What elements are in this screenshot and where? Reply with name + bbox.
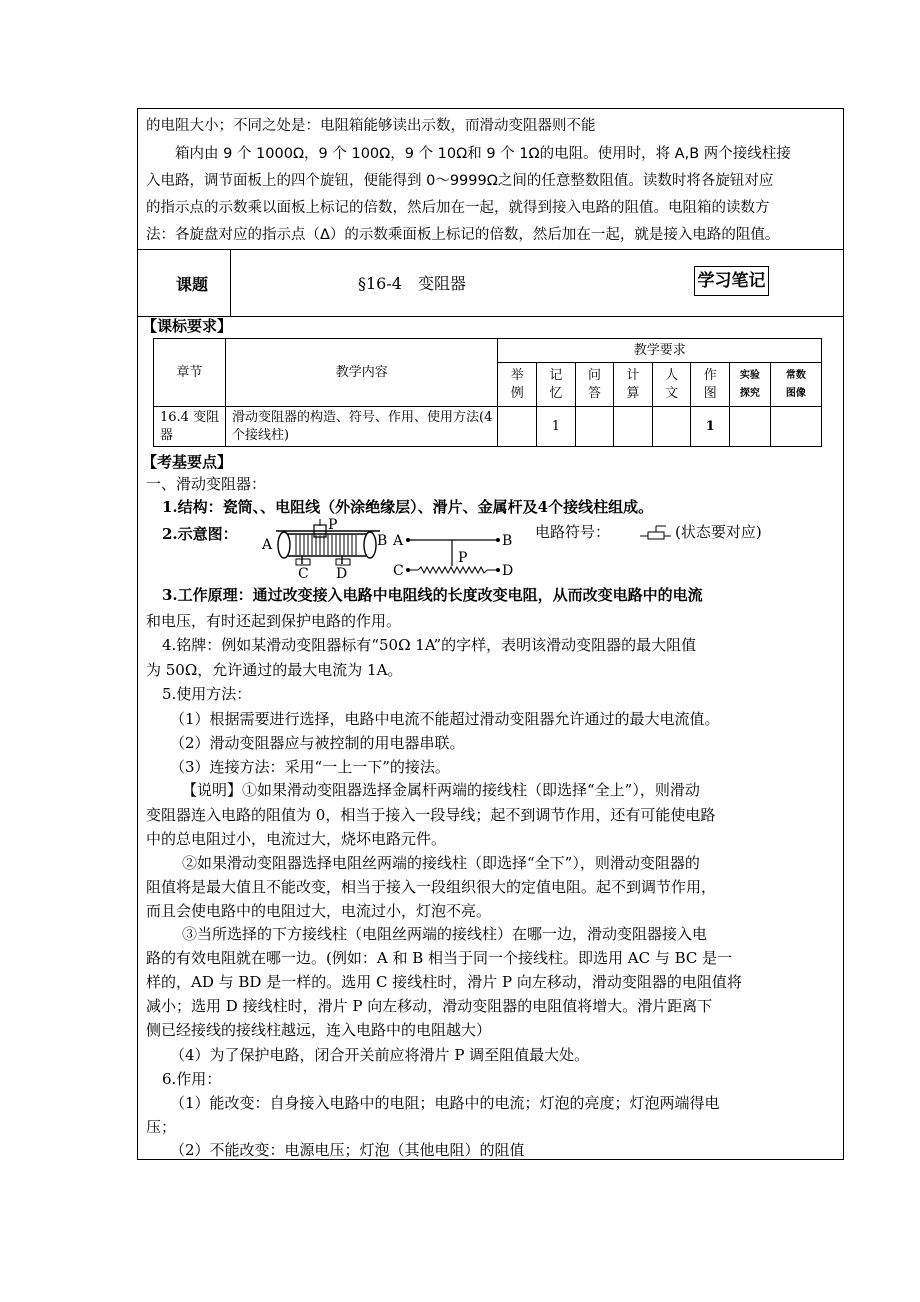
key-points-heading: 【考基要点】: [142, 453, 233, 471]
top-para-line: 的指示点的示数乘以面板上标记的倍数，然后加在一起，就得到接入电路的阻值。电阻箱的读数方: [146, 200, 770, 216]
subcol-memory: 记 忆: [537, 363, 576, 407]
note-line: 路的有效电阻就在哪一边。(例如：A 和 B 相当于同一个接线柱。即选用 AC 与 BC 是一: [146, 949, 733, 967]
effect-line: 压；: [146, 1118, 177, 1136]
nameplate-line: 4.铭牌：例如某滑动变阻器标有“50Ω 1A”的字样，表明该滑动变阻器的最大阻值: [162, 636, 697, 654]
row-mark: [770, 407, 821, 447]
row-mark: [652, 407, 691, 447]
subcol-calc: 计 算: [614, 363, 653, 407]
principle-text: 3.工作原理：通过改变接入电路中电阻线的长度改变电阻，从而改变电路中的电流: [162, 586, 703, 604]
rheostat-symbol-icon: [640, 523, 672, 541]
label-p: P: [328, 517, 338, 533]
symbol-label: 电路符号：: [535, 523, 611, 541]
note-line: 样的，AD 与 BD 是一样的。选用 C 接线柱时，滑片 P 向左移动，滑动变阻器的电阻值将: [146, 973, 742, 991]
schematic-node-b: [496, 538, 500, 542]
effect-line: （1）能改变：自身接入电路中的电阻；电路中的电流；灯泡的亮度；灯泡两端得电: [170, 1094, 720, 1112]
schematic-label-c: C: [393, 563, 404, 579]
subcol-example: 举 例: [498, 363, 537, 407]
col-content: 教学内容: [226, 339, 498, 407]
effect-line: （2）不能改变：电源电压；灯泡（其他电阻）的阻值: [170, 1141, 525, 1159]
effect-title: 6.作用：: [162, 1070, 222, 1088]
subcol-humanities: 人 文: [652, 363, 691, 407]
principle-line: [162, 582, 703, 608]
left-cap: [278, 532, 290, 558]
usage-item: （4）为了保护电路，闭合开关前应将滑片 P 调至阻值最大处。: [170, 1046, 590, 1064]
topic-label: 课题: [176, 275, 209, 294]
principle-line: 和电压，有时还起到保护电路的作用。: [146, 612, 402, 630]
note-line: 【说明】①如果滑动变阻器选择金属杆两端的接线柱（即选择“全上”），则滑动: [182, 781, 700, 799]
schematic-label-b: B: [502, 533, 513, 549]
structure-line: 1.结构：瓷筒、、电阻线（外涂绝缘层）、滑片、金属杆及4个接线柱组成。: [162, 498, 654, 516]
col-group: 教学要求: [498, 339, 822, 363]
row-mark: [575, 407, 614, 447]
symbol-note: (状态要对应): [675, 523, 762, 541]
note-line: 侧已经接线的接线柱越远，连入电路中的电阻越大）: [146, 1021, 492, 1039]
subcol-qa: 问 答: [575, 363, 614, 407]
subcol-drawing: 作 图: [691, 363, 730, 407]
note-line: 减小；选用 D 接线柱时，滑片 P 向左移动，滑动变阻器的电阻值将增大。滑片距离下: [146, 997, 713, 1015]
requirements-table: [153, 338, 822, 447]
top-para-line: 箱内由 9 个 1000Ω，9 个 100Ω，9 个 10Ω和 9 个 1Ω的电阻。使用时，将 A,B 两个接线柱接: [175, 146, 791, 162]
top-para-line: 入电路，调节面板上的四个旋钮，便能得到 0～9999Ω之间的任意整数阻值。读数时将各旋钮对应: [146, 173, 774, 189]
note-line: 而且会使电路中的电阻过大，电流过小，灯泡不亮。: [146, 902, 492, 920]
section-title: 一、滑动变阻器：: [146, 475, 267, 493]
resistance-coil: [296, 535, 356, 555]
schematic-resistor: [408, 567, 498, 573]
requirements-heading: 【课标要求】: [142, 317, 233, 335]
note-line: ③当所选择的下方接线柱（电阻丝两端的接线柱）在哪一边，滑动变阻器接入电: [182, 925, 708, 943]
note-line: 中的总电阻过小，电流过大，烧坏电路元件。: [146, 830, 447, 848]
usage-item: （3）连接方法：采用“一上一下”的接法。: [170, 758, 450, 776]
subcol-experiment: 实验 探究: [730, 363, 771, 407]
schematic-label-d: D: [502, 563, 514, 579]
usage-item: （2）滑动变阻器应与被控制的用电器串联。: [170, 734, 465, 752]
study-notes-box: 学习笔记: [694, 266, 769, 296]
row-content: 滑动变阻器的构造、符号、作用、使用方法(4 个接线柱): [226, 407, 498, 447]
porcelain-tube: [284, 534, 370, 556]
label-b: B: [377, 533, 388, 549]
label-a: A: [262, 537, 273, 553]
subcol-constants: 常数 图像: [770, 363, 821, 407]
row-mark: [730, 407, 771, 447]
usage-item: （1）根据需要进行选择，电路中电流不能超过滑动变阻器允许通过的最大电流值。: [170, 710, 720, 728]
foot-left: [296, 559, 310, 565]
top-line: 的电阻大小；不同之处是：电阻箱能够读出示数，而滑动变阻器则不能: [146, 118, 596, 134]
col-chapter: 章节: [154, 339, 226, 407]
note-line: 变阻器连入电路的阻值为 0，相当于接入一段导线；起不到调节作用，还有可能使电路: [146, 806, 716, 824]
note-line: 阻值将是最大值且不能改变，相当于接入一段组织很大的定值电阻。起不到调节作用，: [146, 878, 717, 896]
label-d: D: [336, 566, 348, 582]
diagram-label: 2.示意图：: [162, 525, 238, 543]
row-chapter: 16.4 变阻器: [154, 407, 226, 447]
nameplate-line: 为 50Ω，允许通过的最大电流为 1A。: [146, 661, 403, 679]
row-mark: 1: [537, 407, 576, 447]
note-line: ②如果滑动变阻器选择电阻丝两端的接线柱（即选择“全下”），则滑动变阻器的: [182, 854, 700, 872]
usage-title: 5.使用方法：: [162, 685, 252, 703]
rheostat-diagram: [262, 516, 532, 582]
divider-top: [137, 249, 844, 250]
right-cap: [364, 532, 376, 558]
row-mark: [498, 407, 537, 447]
schematic-label-p: P: [458, 550, 468, 566]
label-c: C: [298, 566, 309, 582]
row-mark: [614, 407, 653, 447]
schematic-label-a: A: [393, 533, 404, 549]
top-para-line: 法：各旋盘对应的指示点（Δ）的示数乘面板上标记的倍数，然后加在一起，就是接入电路的阻值。: [146, 227, 780, 243]
foot-right: [336, 559, 350, 565]
divider-header: [137, 316, 844, 317]
row-mark: 1: [691, 407, 730, 447]
topic-title: §16-4 变阻器: [358, 274, 466, 293]
divider-topic-col: [230, 249, 231, 316]
schematic-node-d: [496, 568, 500, 572]
